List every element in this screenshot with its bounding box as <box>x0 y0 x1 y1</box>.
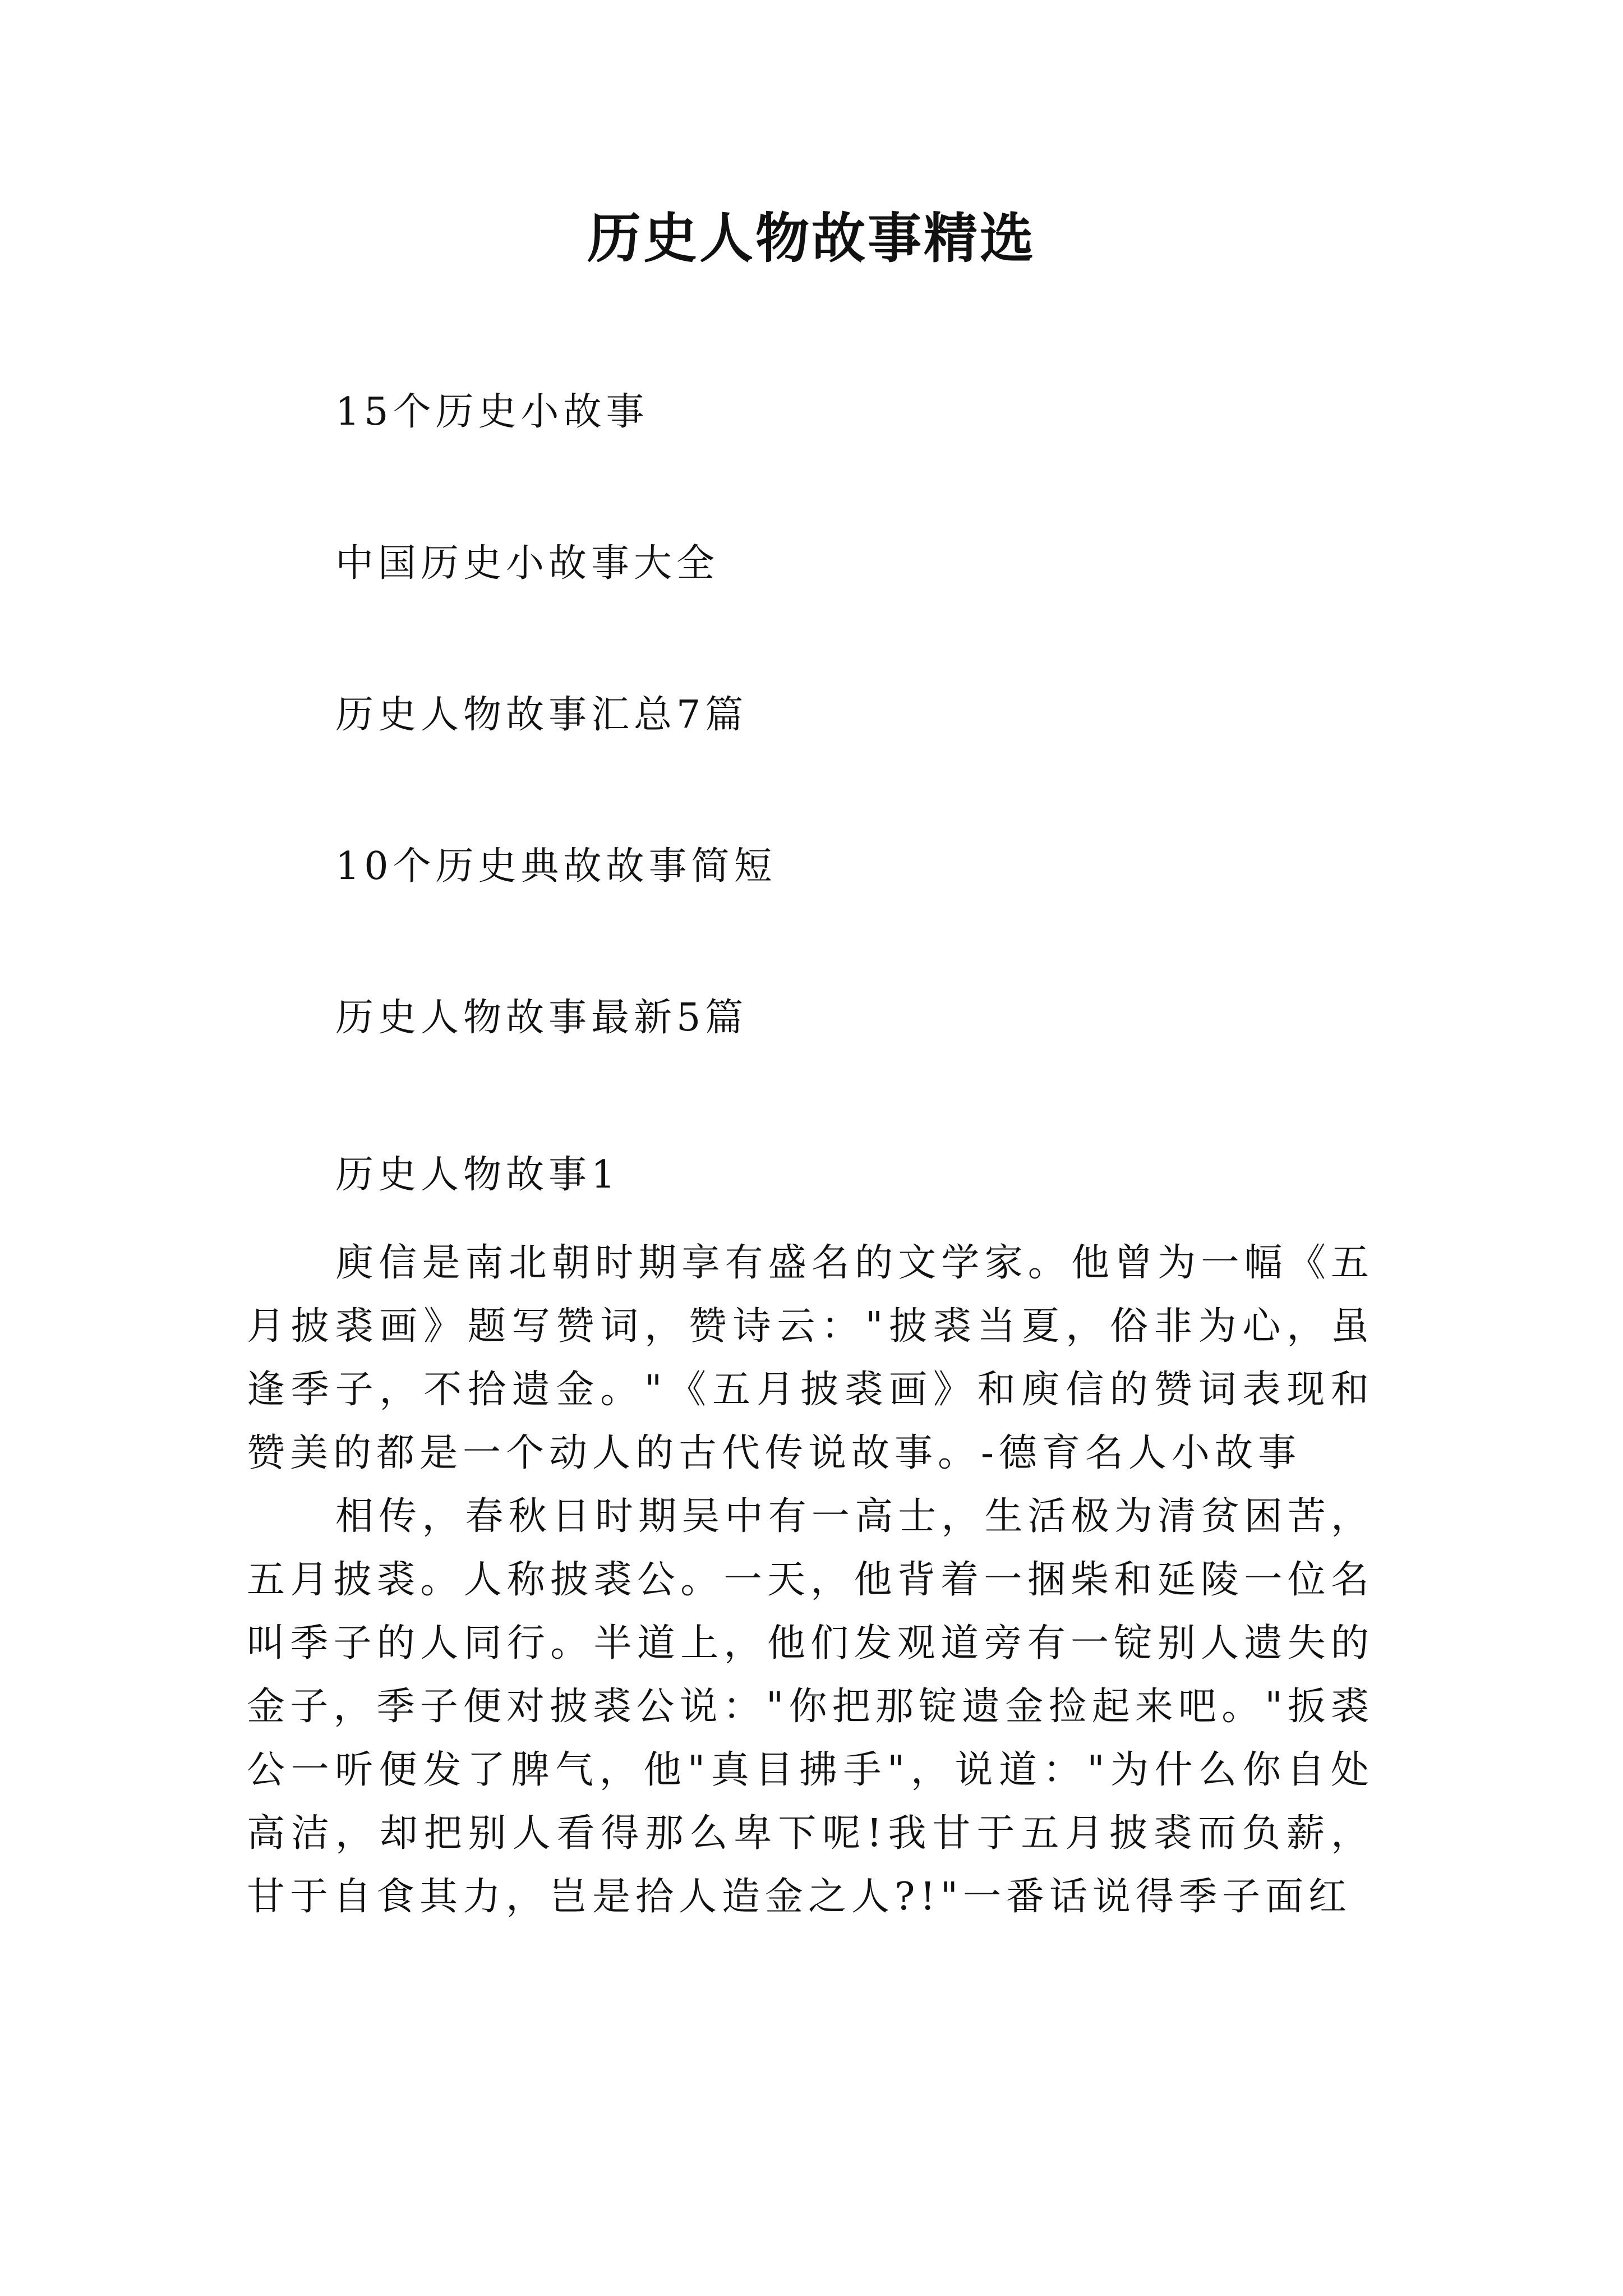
toc-item-2: 中国历史小故事大全 <box>335 541 720 586</box>
document-title: 历史人物故事精选 <box>587 206 1036 270</box>
section-heading: 历史人物故事1 <box>335 1153 620 1197</box>
toc-item-4: 10个历史典故故事简短 <box>335 844 777 889</box>
toc-item-5: 历史人物故事最新5篇 <box>335 996 748 1040</box>
toc-item-3: 历史人物故事汇总7篇 <box>335 693 748 737</box>
toc-item-1: 15个历史小故事 <box>335 390 649 434</box>
body-text <box>247 1231 1374 1929</box>
paragraph-1: 庾信是南北朝时期享有盛名的文学家。他曾为一幅《五月披裘画》题写赞词，赞诗云："披裘当夏，俗非为心，虽逢季子，不拾遗金。"《五月披裘画》和庾信的赞词表现和赞美的都是一个动人的古代传说故事。-德育名人小故事 <box>247 1241 1374 1475</box>
paragraph-2: 相传，春秋日时期吴中有一高士，生活极为清贫困苦，五月披裘。人称披裘公。一天，他背着一捆柴和延陵一位名叫季子的人同行。半道上，他们发观道旁有一锭别人遗失的金子，季子便对披裘公说："你把那锭遗金捡起来吧。"扳裘公一听便发了脾气，他"真目拂手"，说道："为什么你自处高洁，却把别人看得那么卑下呢!我甘于五月披裘而负薪，甘于自食其力，岂是拾人造金之人?!"一番话说得季子面红 <box>247 1494 1374 1919</box>
